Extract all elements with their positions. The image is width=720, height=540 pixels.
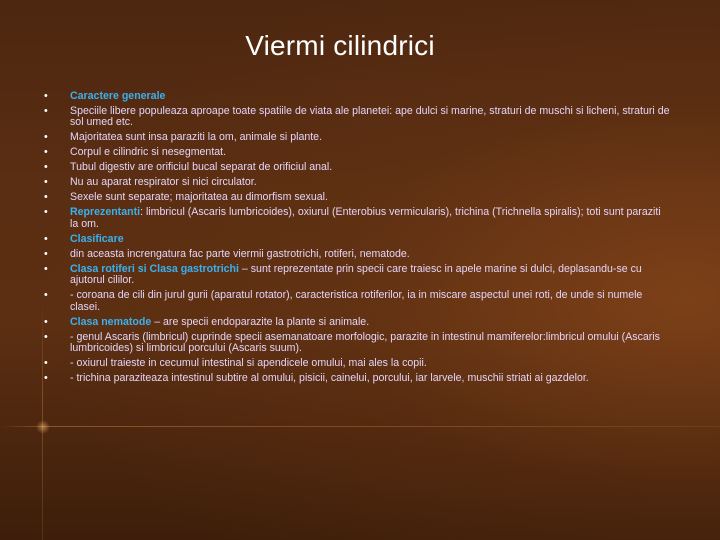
bullet-item: [42, 332, 670, 355]
bullet-item: [42, 358, 670, 369]
bullet-heading: Clasa rotiferi si Clasa gastrotrichi: [70, 262, 239, 275]
bullet-item: [42, 106, 670, 129]
bullet-text: - oxiurul traieste in cecumul intestinal si apendicele omului, mai ales la copii.: [70, 357, 427, 370]
bullet-marker: •: [44, 131, 48, 144]
bullet-marker: •: [44, 247, 48, 260]
bullet-item: [42, 373, 670, 384]
bullet-text: - coroana de cili din jurul gurii (aparatul rotator), caracteristica rotiferilor, ia in miscare aspectul unei roti, de unde si numele clasei.: [70, 289, 643, 313]
bullet-marker: •: [44, 146, 48, 159]
bullet-marker: •: [44, 262, 48, 275]
bullet-heading: Clasificare: [70, 232, 124, 245]
bullet-heading: Clasa nematode: [70, 315, 152, 328]
bullet-marker: •: [44, 357, 48, 370]
bullet-text: : limbricul (Ascaris lumbricoides), oxiurul (Enterobius vermicularis), trichina (Trichnella spiralis); toti sunt paraziti la om.: [70, 206, 661, 230]
bullet-item: [42, 249, 670, 260]
bullet-text: Tubul digestiv are orificiul bucal separat de orificiul anal.: [70, 161, 333, 174]
bullet-item: [42, 162, 670, 173]
bullet-item: [42, 234, 670, 245]
decorative-horizontal-line: [0, 426, 720, 427]
bullet-marker: •: [44, 191, 48, 204]
bullet-marker: •: [44, 372, 48, 385]
bullet-text: din aceasta increngatura fac parte viermii gastrotrichi, rotiferi, nematode.: [70, 247, 410, 260]
bullet-item: [42, 91, 670, 102]
bullet-text: Speciile libere populeaza aproape toate spatiile de viata ale planetei: ape dulci si marine, straturi de muschi si licheni, straturi de sol umed etc.: [70, 105, 670, 129]
bullet-text: Sexele sunt separate; majoritatea au dimorfism sexual.: [70, 191, 328, 204]
bullet-text: - trichina paraziteaza intestinul subtire al omului, pisicii, cainelui, porcului, iar larvele, muschii striati ai gazdelor.: [70, 372, 589, 385]
bullet-marker: •: [44, 105, 48, 117]
slide-title: Viermi cilindrici: [245, 30, 435, 61]
bullet-text: – are specii endoparazite la plante si animale.: [151, 315, 370, 328]
bullet-heading: Caractere generale: [70, 90, 166, 102]
bullet-marker: •: [44, 315, 48, 328]
bullet-item: [42, 264, 670, 287]
bullet-marker: •: [44, 161, 48, 174]
bullet-list: [42, 91, 670, 388]
bullet-item: [42, 290, 670, 313]
bullet-text: Nu au aparat respirator si nici circulator.: [70, 176, 257, 189]
bullet-marker: •: [44, 289, 48, 302]
bullet-text: – sunt reprezentate prin specii care traiesc in apele marine si dulci, deplasandu-se cu ajutorul cililor.: [70, 262, 642, 287]
bullet-item: [42, 177, 670, 188]
bullet-marker: •: [44, 176, 48, 189]
bullet-item: [42, 317, 670, 328]
decorative-glow: [36, 420, 50, 434]
bullet-text: Corpul e cilindric si nesegmentat.: [70, 146, 227, 159]
bullet-item: [42, 207, 670, 230]
bullet-marker: •: [44, 330, 48, 343]
bullet-item: [42, 147, 670, 158]
bullet-item: [42, 192, 670, 203]
bullet-marker: •: [44, 90, 48, 102]
bullet-text: - genul Ascaris (limbricul) cuprinde specii asemanatoare morfologic, parazite in intestinul mamiferelor:limbricul omului (Ascaris lumbricoides) si limbricul porcului (Ascaris suum).: [70, 330, 660, 355]
bullet-marker: •: [44, 232, 48, 245]
bullet-text: Majoritatea sunt insa paraziti la om, animale si plante.: [70, 131, 323, 144]
bullet-heading: Reprezentanti: [70, 206, 141, 219]
bullet-marker: •: [44, 206, 48, 219]
bullet-item: [42, 132, 670, 143]
